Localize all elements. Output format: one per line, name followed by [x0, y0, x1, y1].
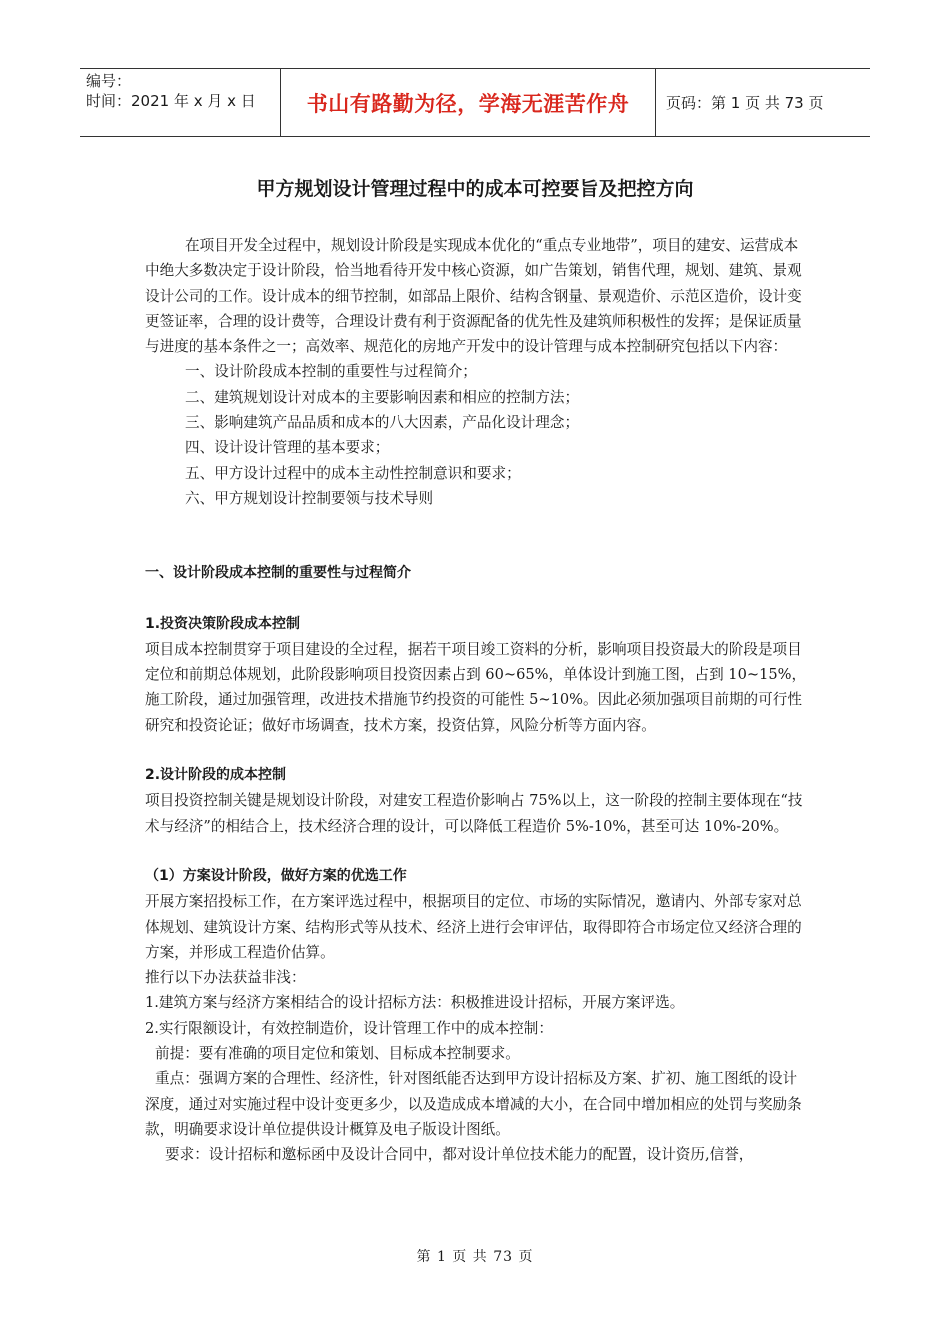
paragraph: 重点：强调方案的合理性、经济性，针对图纸能否达到甲方设计招标及方案、扩初、施工图纸的设计深度，通过对实施过程中设计变更多少，以及造成成本增减的大小，在合同中增加相应的处罚与奖励条款，明确要求设计单位提供设计概算及电子版设计图纸。 [145, 1070, 802, 1138]
toc-item: 二、建筑规划设计对成本的主要影响因素和相应的控制方法； [185, 388, 580, 406]
paragraph: 项目投资控制关键是规划设计阶段，对建安工程造价影响占 75%以上，这一阶段的控制主要体现在“技术与经济”的相结合上，技术经济合理的设计，可以降低工程造价 5%-10%，甚至可达 10%-20%。 [145, 792, 803, 835]
document-title: 甲方规划设计管理过程中的成本可控要旨及把控方向 [256, 178, 694, 200]
header-page-info: 页码：第 1 页 共 73 页 [666, 94, 824, 112]
header-meta [80, 69, 280, 136]
toc-item: 四、设计设计管理的基本要求； [185, 439, 390, 457]
paragraph: 2.实行限额设计，有效控制造价，设计管理工作中的成本控制： [145, 1019, 553, 1037]
toc-item: 三、影响建筑产品品质和成本的八大因素，产品化设计理念； [185, 414, 580, 432]
toc-item: 一、设计阶段成本控制的重要性与过程简介； [185, 363, 477, 381]
toc-list [145, 359, 810, 511]
subsection-heading: （1）方案设计阶段，做好方案的优选工作 [145, 867, 407, 884]
number-label: 编号： [86, 72, 132, 90]
header-motto: 书山有路勤为径，学海无涯苦作舟 [280, 69, 656, 136]
paragraph: 要求：设计招标和邀标函中及设计合同中，都对设计单位技术能力的配置，设计资历,信誉， [165, 1146, 754, 1164]
toc-item: 五、甲方设计过程中的成本主动性控制意识和要求； [185, 464, 521, 482]
toc-item: 六、甲方规划设计控制要领与技术导则 [185, 489, 434, 507]
paragraph: 前提：要有准确的项目定位和策划、目标成本控制要求。 [155, 1045, 520, 1063]
intro-paragraph: 在项目开发全过程中，规划设计阶段是实现成本优化的“重点专业地带”，项目的建安、运营成本中绝大多数决定于设计阶段，恰当地看待开发中核心资源，如广告策划，销售代理，规划、建筑、景观设计公司的工作。设计成本的细节控制，如部品上限价、结构含钢量、景观造价、示范区造价，设计变更签证率，合理的设计费等，合理设计费有利于资源配备的优先性及建筑师积极性的发挥；是保证质量与进度的基本条件之一；高效率、规范化的房地产开发中的设计管理与成本控制研究包括以下内容： [145, 237, 802, 356]
paragraph: 推行以下办法获益非浅： [145, 969, 306, 987]
time-label: 时间：2021 年 x 月 x 日 [86, 92, 256, 110]
section-heading: 一、设计阶段成本控制的重要性与过程简介 [145, 565, 411, 582]
subsection-heading: 1.投资决策阶段成本控制 [145, 615, 301, 632]
page-header [80, 68, 870, 137]
paragraph: 项目成本控制贯穿于项目建设的全过程，据若干项目竣工资料的分析，影响项目投资最大的阶段是项目定位和前期总体规划，此阶段影响项目投资因素占到 60~65%，单体设计到施工图，占到 10~15%，施工阶段，通过加强管理，改进技术措施节约投资的可能性 5~10%。因此必须加强项目前期的可行性研究和投资论证；做好市场调查，技术方案，投资估算，风险分析等方面内容。 [145, 640, 807, 734]
page-footer: 第 1 页 共 73 页 [416, 1249, 534, 1265]
paragraph: 开展方案招投标工作，在方案评选过程中，根据项目的定位、市场的实际情况，邀请内、外部专家对总体规划、建筑设计方案、结构形式等从技术、经济上进行会审评估，取得即符合市场定位又经济合理的方案，并形成工程造价估算。 [145, 893, 802, 961]
subsection-heading: 2.设计阶段的成本控制 [145, 767, 287, 784]
document-body [145, 233, 810, 1168]
paragraph: 1.建筑方案与经济方案相结合的设计招标方法：积极推进设计招标，开展方案评选。 [145, 994, 685, 1012]
